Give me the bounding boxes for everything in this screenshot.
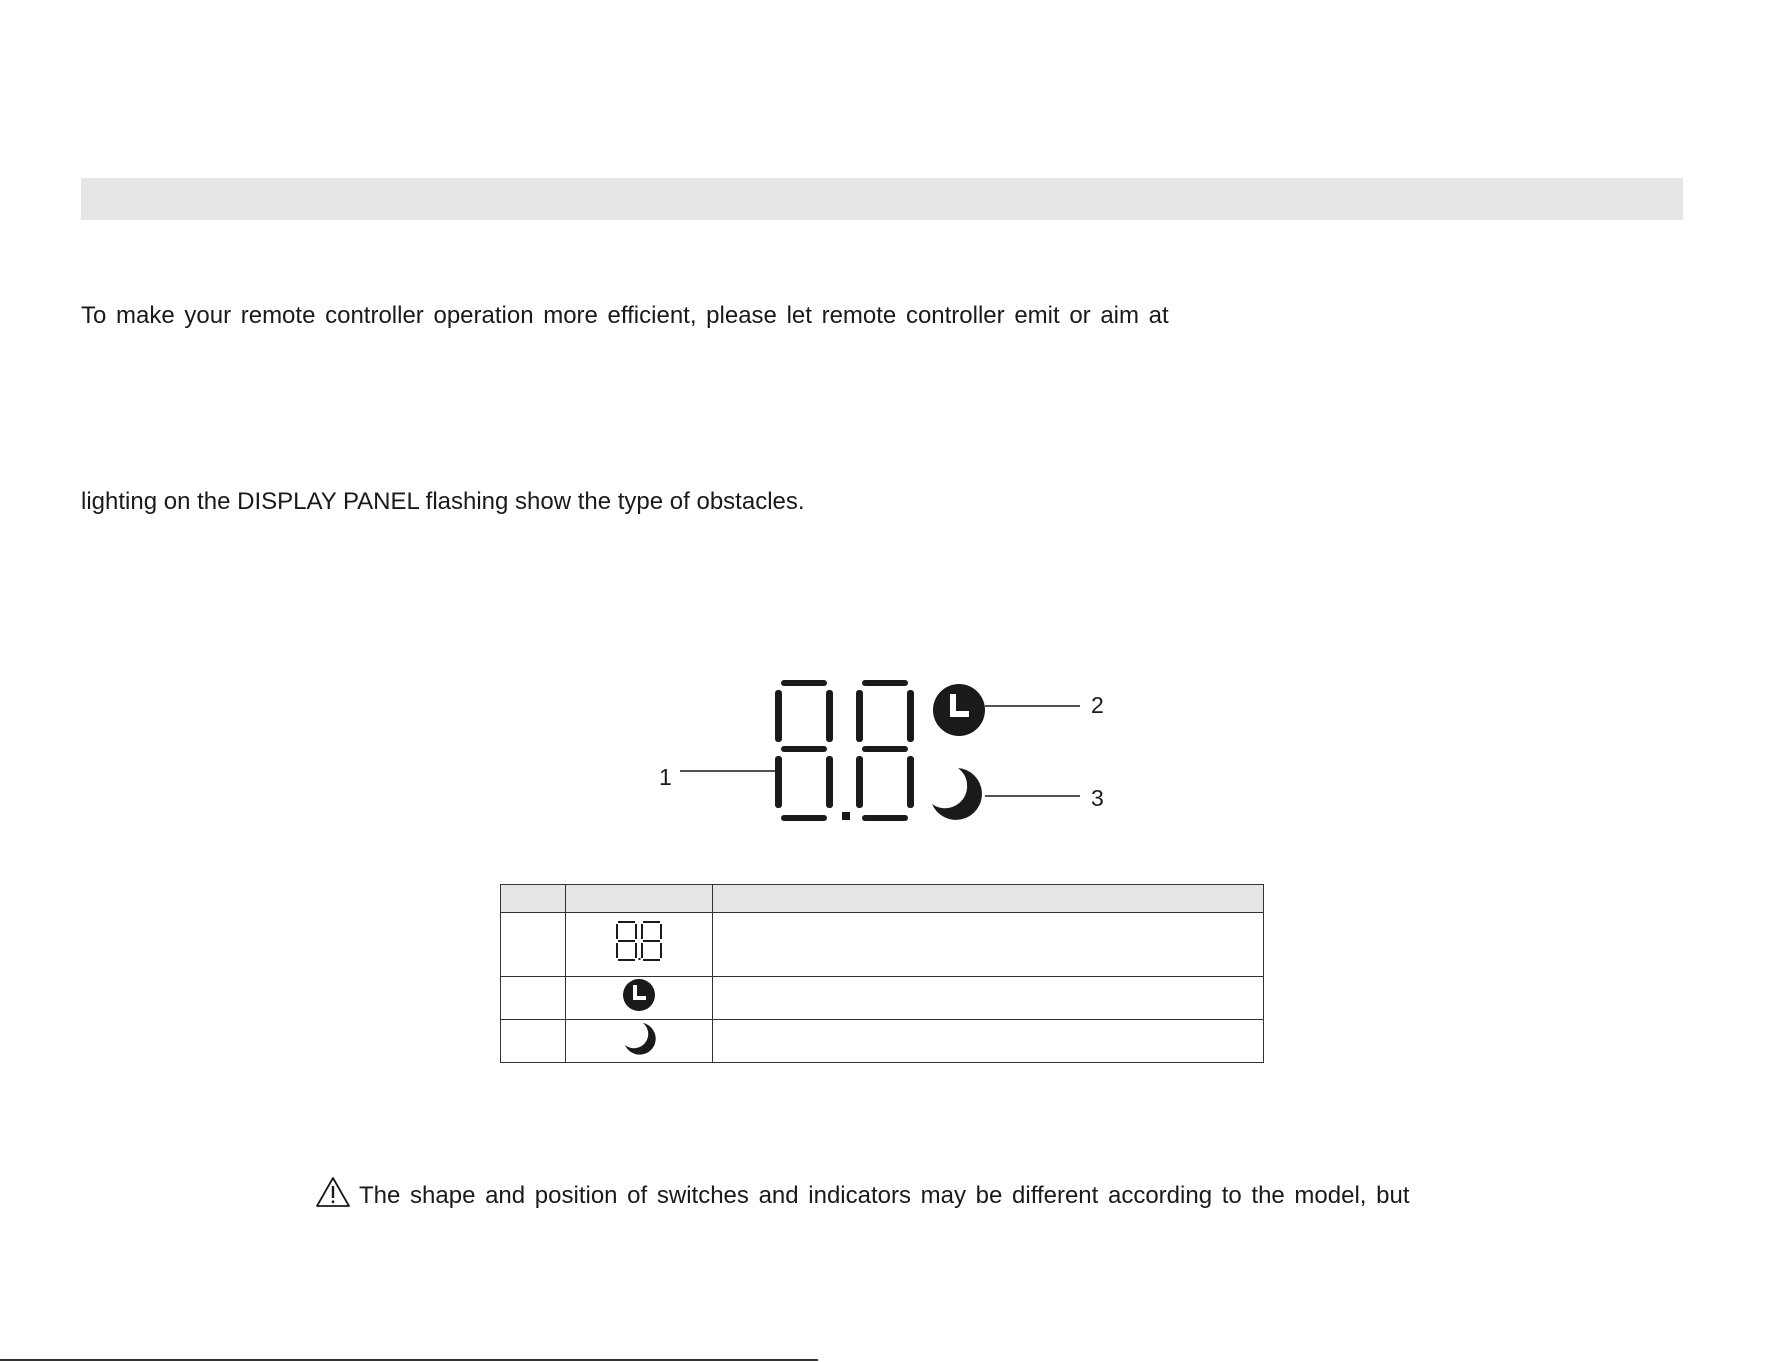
row-icon-cell	[566, 913, 713, 977]
row-icon-cell	[566, 1020, 713, 1063]
callout-label-2: 2	[1091, 692, 1104, 718]
callout-leader-lines	[680, 706, 1080, 796]
row-description	[713, 1020, 1264, 1063]
row-number	[501, 913, 566, 977]
timer-clock-icon	[933, 684, 985, 736]
callout-label-1: 1	[659, 764, 672, 790]
table-row	[501, 1020, 1264, 1063]
indicator-table	[500, 884, 1264, 1063]
sleep-moon-icon	[621, 1020, 657, 1056]
seven-segment-display-icon	[614, 918, 664, 966]
seven-segment-display-icon	[775, 680, 914, 821]
intro-paragraph: To make your remote controller operation more efficient, please let remote controller emit or aim at	[81, 302, 1169, 329]
table-row	[501, 913, 1264, 977]
row-icon-cell	[566, 977, 713, 1020]
row-description	[713, 913, 1264, 977]
callout-label-3: 3	[1091, 785, 1104, 811]
row-number	[501, 1020, 566, 1063]
sleep-moon-icon	[932, 768, 982, 820]
warning-triangle-icon	[315, 1176, 351, 1216]
section-title-bar	[81, 178, 1683, 220]
row-number	[501, 977, 566, 1020]
timer-clock-icon	[621, 977, 657, 1013]
header-icon	[566, 885, 713, 913]
header-description	[713, 885, 1264, 913]
table-header-row	[501, 885, 1264, 913]
caution-note	[315, 1176, 1410, 1216]
row-description	[713, 977, 1264, 1020]
table-row	[501, 977, 1264, 1020]
caution-note-text: The shape and position of switches and indicators may be different according to the model, but	[359, 1182, 1410, 1209]
obstacle-paragraph: lighting on the DISPLAY PANEL flashing show the type of obstacles.	[81, 488, 805, 515]
header-no	[501, 885, 566, 913]
footer-rule	[0, 1359, 818, 1361]
